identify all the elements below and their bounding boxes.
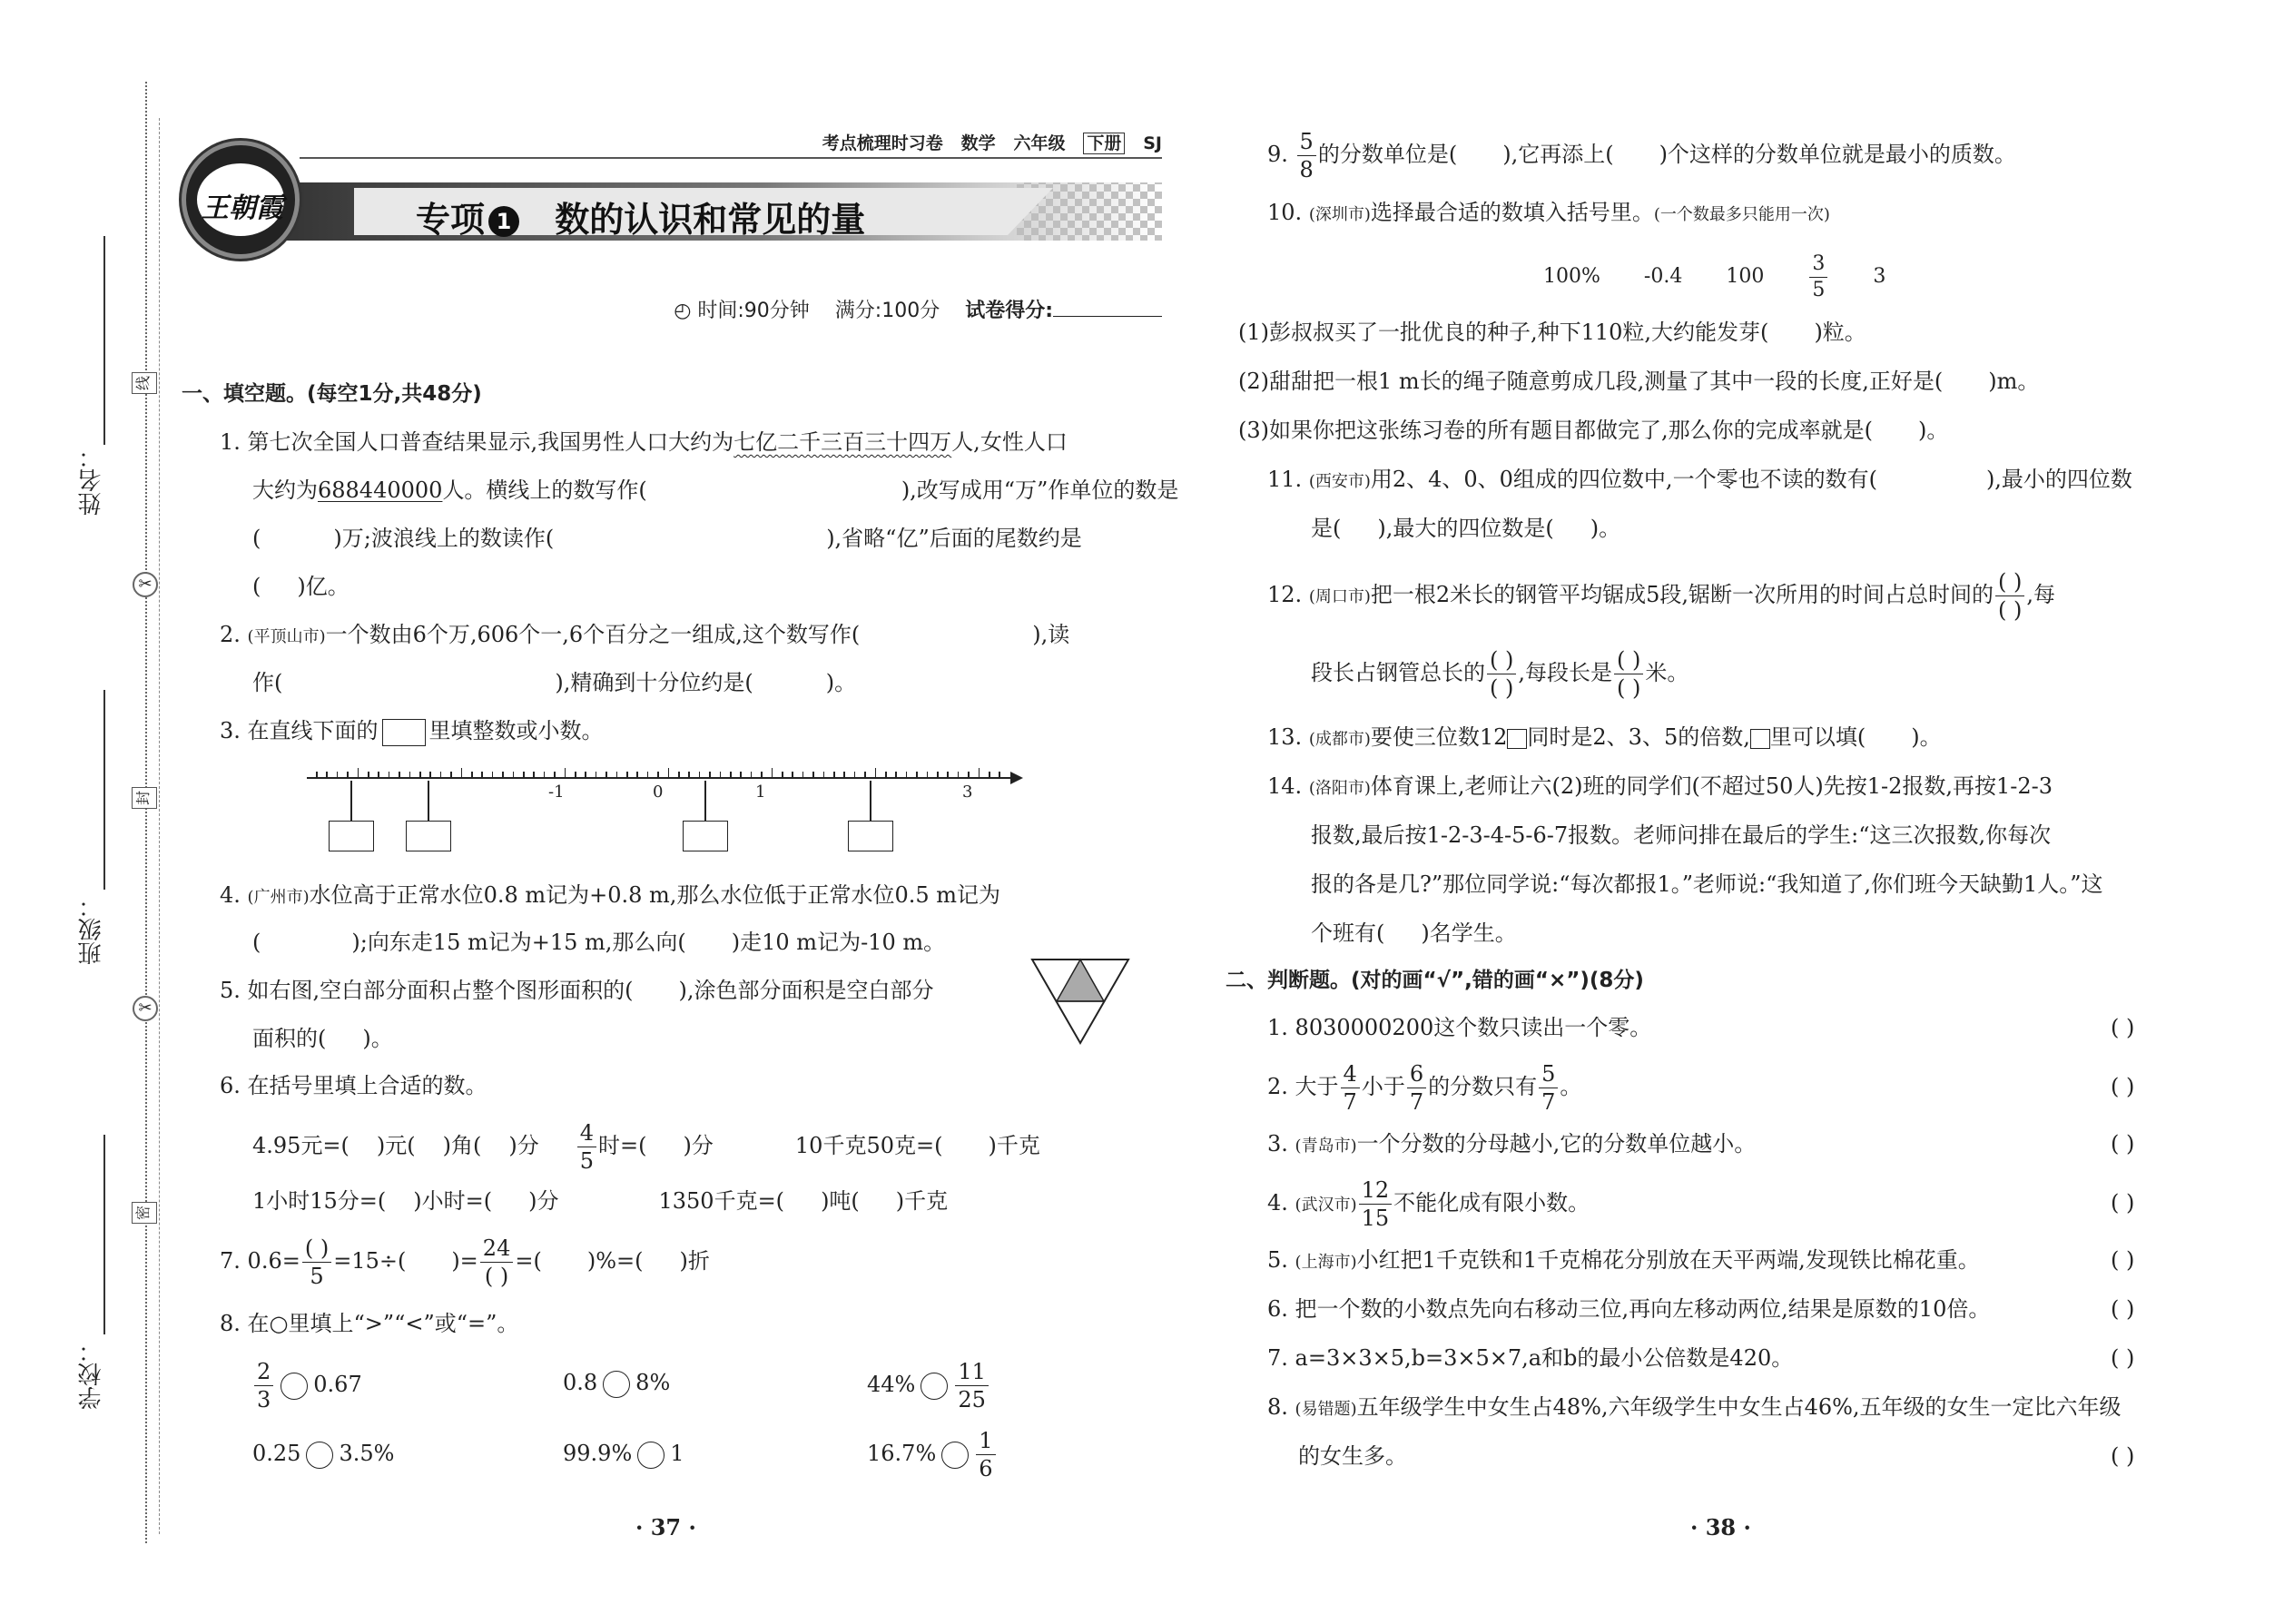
school-label: 学校： — [78, 1339, 105, 1410]
minor-tick — [854, 772, 856, 778]
name-label: 姓名： — [78, 445, 105, 516]
digit-box — [1750, 729, 1770, 749]
minor-tick — [792, 772, 793, 778]
minor-tick — [419, 772, 421, 778]
minor-tick — [513, 772, 515, 778]
left-column — [182, 372, 1179, 1561]
minor-tick — [740, 772, 742, 778]
right-column — [1226, 127, 2251, 1561]
minor-tick — [802, 772, 804, 778]
minor-tick — [378, 772, 379, 778]
q1-line2: 大约为688440000人。横线上的数写作( ),改写成用“万”作单位的数是 — [252, 477, 1179, 503]
topic-label: 专项 — [416, 200, 486, 240]
minor-tick — [958, 772, 960, 778]
section-2-title: 二、判断题。(对的画“√”,错的画“×”)(8分) — [1226, 969, 1644, 992]
minor-tick — [761, 772, 763, 778]
judge-2: 2. 大于 $\frac{4}{7}$ 小于 $\frac{6}{7}$ 的分数只有 $\frac{5}{7}$ 。 — [1267, 1061, 1582, 1115]
clock-icon: ◴ — [674, 300, 692, 322]
answer-box[interactable] — [406, 821, 451, 851]
minor-tick — [720, 772, 722, 778]
q12-line2: 段长占钢管总长的 $\frac{( )}{( )}$ ,每段长是 $\frac{( )}{( )}$ 米。 — [1311, 647, 1689, 701]
minor-tick — [399, 772, 400, 778]
judge-8: 8. (易错题)五年级学生中女生占48%,六年级学生中女生占46%,五年级的女生一定比六年级 — [1267, 1394, 2122, 1420]
judge-paren-5[interactable]: ( ) — [2111, 1247, 2135, 1273]
class-label: 班级： — [78, 894, 105, 965]
q10-sub1: (1)彭叔叔买了一批优良的种子,种下110粒,大约能发芽( )粒。 — [1238, 320, 1866, 345]
minor-tick — [596, 772, 597, 778]
q10-options: 100% -0.4 100 $\frac{3}{5}$ 3 — [1543, 251, 1886, 301]
major-tick — [461, 768, 463, 778]
minor-tick — [605, 772, 607, 778]
q1-line1: 1. 第七次全国人口普查结果显示,我国男性人口大约为七亿二千三百三十四万人,女性人口 — [220, 429, 1068, 455]
q11-line1: 11. (西安市)用2、4、0、0组成的四位数中,一个零也不读的数有( ),最小的四位数 — [1267, 467, 2132, 492]
minor-tick — [544, 772, 546, 778]
q8-item-3: 44% $\frac{11}{25}$ — [867, 1353, 990, 1416]
judge-paren-4[interactable]: ( ) — [2111, 1190, 2135, 1216]
tick-label-1: 1 — [755, 782, 766, 802]
minor-tick — [429, 772, 431, 778]
q14-line4: 个班有( )名学生。 — [1311, 920, 1517, 946]
major-tick — [772, 768, 773, 778]
judge-7: 7. a=3×3×5,b=3×5×7,a和b的最小公倍数是420。 — [1267, 1345, 1794, 1371]
answer-box-sample — [382, 719, 426, 746]
tick-label-minus1: -1 — [548, 782, 565, 802]
judge-8-line2: 的女生多。 — [1298, 1443, 1407, 1469]
minor-tick — [730, 772, 732, 778]
minor-tick — [316, 772, 318, 778]
judge-paren-1[interactable]: ( ) — [2111, 1015, 2135, 1040]
brand-logo — [182, 141, 300, 259]
judge-5: 5. (上海市)小红把1千克铁和1千克棉花分别放在天平两端,发现铁比棉花重。 — [1267, 1247, 1980, 1273]
q8-item-2: 0.8 8% — [563, 1368, 670, 1398]
answer-box[interactable] — [329, 821, 374, 851]
judge-paren-8[interactable]: ( ) — [2111, 1443, 2135, 1469]
compare-circle[interactable] — [921, 1373, 948, 1400]
judge-paren-6[interactable]: ( ) — [2111, 1296, 2135, 1322]
q5-line1: 5. 如右图,空白部分面积占整个图形面积的( ),涂色部分面积是空白部分 — [220, 978, 934, 1003]
class-underline — [103, 690, 105, 890]
q2-line1: 2. (平顶山市)一个数由6个万,606个一,6个百分之一组成,这个数写作( ),读 — [220, 622, 1070, 647]
minor-tick — [523, 772, 525, 778]
page-header — [163, 113, 1162, 322]
page-number-right: · 38 · — [1690, 1514, 1751, 1540]
arrow-right-icon — [1010, 772, 1023, 784]
minor-tick — [481, 772, 483, 778]
minor-tick — [709, 772, 711, 778]
major-tick — [979, 768, 980, 778]
q1-line3: ( )万;波浪线上的数读作( ),省略“亿”后面的尾数约是 — [252, 526, 1082, 551]
score-blank[interactable] — [1053, 316, 1162, 317]
arrow-up-icon — [704, 781, 706, 821]
q11-line2: 是( ),最大的四位数是( )。 — [1311, 516, 1621, 541]
minor-tick — [326, 772, 328, 778]
q8-line: 8. 在○里填上“>”“<”或“=”。 — [220, 1311, 519, 1336]
answer-box[interactable] — [848, 821, 893, 851]
minor-tick — [937, 772, 939, 778]
q8-item-4: 0.25 3.5% — [252, 1439, 394, 1469]
school-underline — [103, 1135, 105, 1334]
judge-paren-2[interactable]: ( ) — [2111, 1074, 2135, 1099]
q14-line1: 14. (洛阳市)体育课上,老师让六(2)班的同学们(不超过50人)先按1-2报数,再按1-2-3 — [1267, 773, 2053, 799]
minor-tick — [585, 772, 586, 778]
compare-circle[interactable] — [306, 1442, 333, 1469]
minor-tick — [688, 772, 690, 778]
arrow-up-icon — [428, 781, 429, 821]
minor-tick — [751, 772, 753, 778]
q6-row2: 1小时15分=( )小时=( )分 1350千克=( )吨( )千克 — [252, 1188, 949, 1214]
minor-tick — [626, 772, 628, 778]
q6-line1: 6. 在括号里填上合适的数。 — [220, 1073, 487, 1098]
major-tick — [358, 768, 359, 778]
logo-text: 王朝霞 — [202, 192, 283, 224]
q10-sub3: (3)如果你把这张练习卷的所有题目都做完了,那么你的完成率就是( )。 — [1238, 418, 1949, 443]
scissors-icon: ✂ — [133, 996, 158, 1021]
minor-tick — [885, 772, 887, 778]
minor-tick — [864, 772, 866, 778]
compare-circle[interactable] — [603, 1371, 630, 1398]
minor-tick — [636, 772, 638, 778]
minor-tick — [812, 772, 814, 778]
minor-tick — [678, 772, 680, 778]
minor-tick — [657, 772, 659, 778]
judge-4: 4. (武汉市) $\frac{12}{15}$ 不能化成有限小数。 — [1267, 1177, 1590, 1231]
major-tick — [668, 768, 670, 778]
header-line — [300, 157, 1162, 159]
binding-margin — [0, 0, 182, 1624]
q8-item-5: 99.9% 1 — [563, 1439, 684, 1469]
q9-line: 9. $\frac{5}{8}$ 的分数单位是( ),它再添上( )个这样的分数单位就是最小的质数。 — [1267, 129, 2016, 182]
answer-box[interactable] — [683, 821, 728, 851]
q4-line1: 4. (广州市)水位高于正常水位0.8 m记为+0.8 m,那么水位低于正常水位0.5 m记为 — [220, 882, 1000, 908]
major-tick — [565, 768, 566, 778]
minor-tick — [699, 772, 701, 778]
minor-tick — [492, 772, 494, 778]
tick-label-0: 0 — [653, 782, 664, 802]
minor-tick — [895, 772, 897, 778]
minor-tick — [833, 772, 835, 778]
number-line — [307, 763, 1033, 862]
q8-item-1: $\frac{2}{3}$ 0.67 — [252, 1353, 362, 1416]
seal-mark-line: 线 — [132, 372, 157, 394]
exam-info: ◴ 时间:90分钟 满分:100分 试卷得分: — [674, 295, 1162, 323]
judge-6: 6. 把一个数的小数点先向右移动三位,再向左移动两位,结果是原数的10倍。 — [1267, 1296, 1991, 1322]
minor-tick — [471, 772, 473, 778]
q2-line2: 作( ),精确到十分位约是( )。 — [252, 670, 857, 695]
compare-circle[interactable] — [281, 1373, 308, 1400]
major-tick — [875, 768, 877, 778]
minor-tick — [347, 772, 349, 778]
q10-line1: 10. (深圳市)选择最合适的数填入括号里。(一个数最多只能用一次) — [1267, 200, 1830, 225]
q1-line4: ( )亿。 — [252, 574, 350, 599]
q13-line: 13. (成都市)要使三位数12 同时是2、3、5的倍数, 里可以填( )。 — [1267, 724, 1942, 750]
topic-title: 数的认识和常见的量 — [555, 200, 866, 240]
topic-number: 1 — [488, 206, 519, 237]
tick-label-3: 3 — [962, 782, 973, 802]
name-underline — [103, 236, 105, 445]
q10-sub2: (2)甜甜把一根1 m长的绳子随意剪成几段,测量了其中一段的长度,正好是( )m。 — [1238, 369, 2040, 394]
page-number-left: · 37 · — [635, 1514, 696, 1540]
minor-tick — [389, 772, 390, 778]
minor-tick — [823, 772, 825, 778]
arrow-up-icon — [350, 781, 352, 821]
judge-1: 1. 8030000200这个数只读出一个零。 — [1267, 1015, 1652, 1040]
minor-tick — [916, 772, 918, 778]
minor-tick — [409, 772, 411, 778]
compare-circle[interactable] — [637, 1442, 665, 1469]
q7-line: 7. 0.6= $\frac{( )}{5}$ =15÷( )= $\frac{24}{( )}$ =( )%=( )折 — [220, 1235, 710, 1289]
minor-tick — [368, 772, 369, 778]
minor-tick — [450, 772, 452, 778]
seal-mark-secret: 密 — [132, 1202, 157, 1224]
minor-tick — [999, 772, 1000, 778]
q14-line3: 报的各是几?”那位同学说:“每次都报1。”老师说:“我知道了,你们班今天缺勤1人。”这 — [1311, 871, 2103, 897]
minor-tick — [947, 772, 949, 778]
minor-tick — [533, 772, 535, 778]
judge-3: 3. (青岛市)一个分数的分母越小,它的分数单位越小。 — [1267, 1131, 1757, 1156]
minor-tick — [782, 772, 783, 778]
q14-line2: 报数,最后按1-2-3-4-5-6-7报数。老师问排在最后的学生:“这三次报数,你每次 — [1311, 822, 2052, 848]
minor-tick — [616, 772, 618, 778]
digit-box — [1507, 729, 1527, 749]
minor-tick — [927, 772, 929, 778]
seal-mark-seal: 封 — [132, 787, 157, 809]
section-1-title: 一、填空题。(每空1分,共48分) — [182, 382, 482, 406]
minor-tick — [440, 772, 442, 778]
minor-tick — [906, 772, 908, 778]
triangle-figure — [1030, 958, 1130, 1048]
q3-line1: 3. 在直线下面的 里填整数或小数。 — [220, 716, 604, 746]
number-line-axis — [307, 777, 1015, 779]
compare-circle[interactable] — [941, 1442, 969, 1469]
minor-tick — [502, 772, 504, 778]
minor-tick — [989, 772, 990, 778]
series-info: 考点梳理时习卷 数学 六年级 下册 SJ — [822, 133, 1162, 153]
q12-line1: 12. (周口市)把一根2米长的钢管平均锯成5段,锯断一次所用的时间占总时间的 $\frac{( )}{( )}$ ,每 — [1267, 569, 2056, 623]
fold-dotted-line — [145, 82, 147, 1543]
fold-dashed-line — [159, 118, 160, 1534]
minor-tick — [843, 772, 845, 778]
q5-line2: 面积的( )。 — [252, 1026, 393, 1051]
q4-line2: ( );向东走15 m记为+15 m,那么向( )走10 m记为-10 m。 — [252, 930, 946, 955]
minor-tick — [968, 772, 970, 778]
judge-paren-7[interactable]: ( ) — [2111, 1345, 2135, 1371]
judge-paren-3[interactable]: ( ) — [2111, 1131, 2135, 1156]
minor-tick — [337, 772, 339, 778]
topic-heading — [416, 192, 865, 241]
q8-item-6: 16.7% $\frac{1}{6}$ — [867, 1422, 998, 1485]
scissors-icon: ✂ — [133, 572, 158, 597]
minor-tick — [647, 772, 649, 778]
minor-tick — [575, 772, 576, 778]
q6-row1: 4.95元=( )元( )角( )分 $\frac{4}{5}$ 时=( )分 10千克50克=( )千克 — [252, 1120, 1040, 1174]
arrow-up-icon — [870, 781, 871, 821]
minor-tick — [554, 772, 556, 778]
